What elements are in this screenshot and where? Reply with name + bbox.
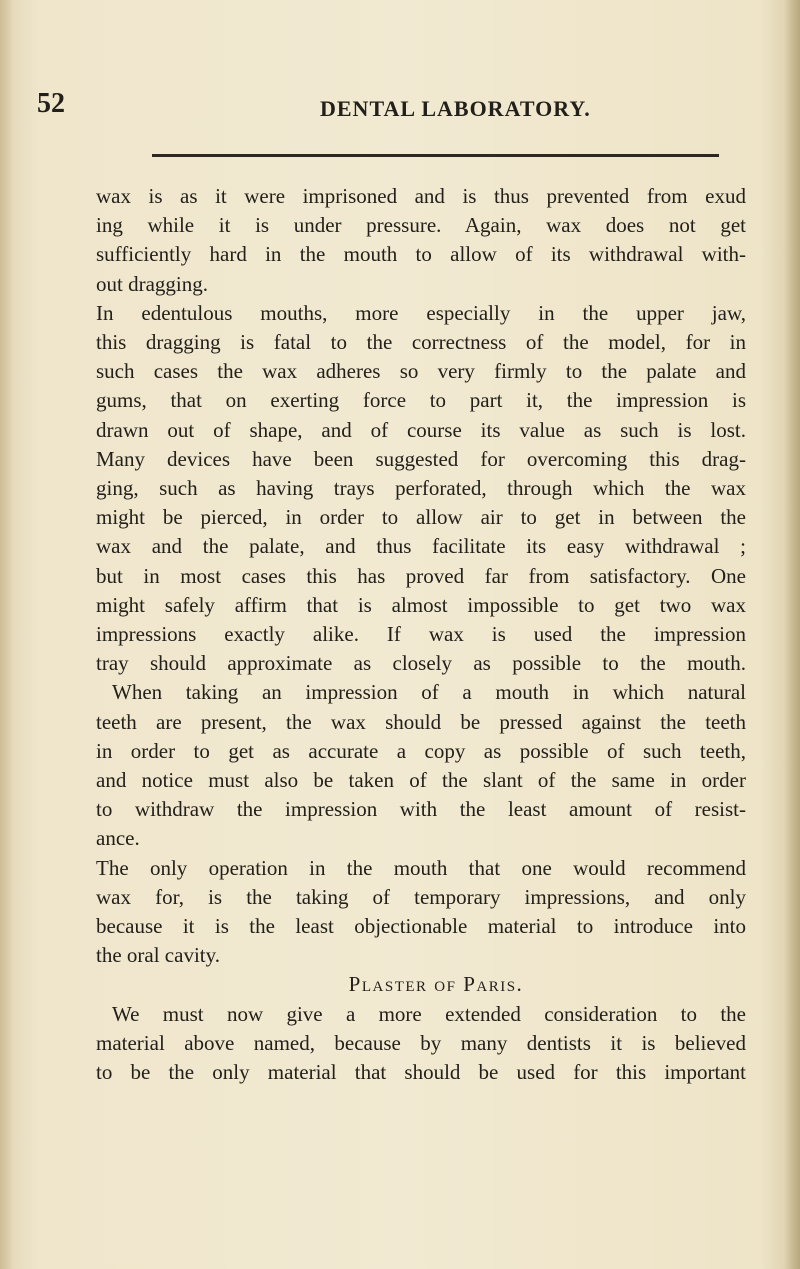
text-line: ging, such as having trays perforated, through which the wax xyxy=(96,476,746,501)
text-line: drawn out of shape, and of course its value as such is lost. xyxy=(96,417,746,442)
text-line: gums, that on exerting force to part it, the impression is xyxy=(96,388,746,413)
text-line: and notice must also be taken of the slant of the same in order xyxy=(96,768,746,793)
text-line: ance. xyxy=(96,826,140,851)
page-left-shadow xyxy=(0,0,14,1269)
page-right-shadow xyxy=(784,0,800,1269)
text-line: wax and the palate, and thus facilitate its easy withdrawal ; xyxy=(96,534,746,559)
text-line: ing while it is under pressure. Again, wax does not get xyxy=(96,213,746,238)
text-line: wax is as it were imprisoned and is thus prevented from exud xyxy=(96,184,746,208)
running-head: DENTAL LABORATORY. xyxy=(320,96,591,121)
text-line: to be the only material that should be used for this important xyxy=(96,1060,746,1085)
text-line: Many devices have been suggested for overcoming this drag- xyxy=(96,446,746,471)
text-line: wax for, is the taking of temporary impressions, and only xyxy=(96,884,746,909)
text-line: tray should approximate as closely as possible to the mouth. xyxy=(96,651,746,676)
text-line: in order to get as accurate a copy as possible of such teeth, xyxy=(96,738,746,763)
text-line: sufficiently hard in the mouth to allow of its withdrawal with- xyxy=(96,242,746,267)
text-line: material above named, because by many dentists it is believed xyxy=(96,1030,746,1055)
section-heading: Plaster of Paris. xyxy=(348,972,524,997)
text-line: this dragging is fatal to the correctness of the model, for in xyxy=(96,330,746,355)
text-line: because it is the least objectionable material to introduce into xyxy=(96,914,746,939)
text-line: When taking an impression of a mouth in which natural xyxy=(112,680,746,705)
text-line: teeth are present, the wax should be pressed against the teeth xyxy=(96,709,746,734)
text-line: impressions exactly alike. If wax is used the impression xyxy=(96,622,746,647)
text-line: but in most cases this has proved far from satisfactory. One xyxy=(96,563,746,588)
text-line: In edentulous mouths, more especially in the upper jaw, xyxy=(96,300,746,325)
body-text xyxy=(96,182,746,1087)
page-number: 52 xyxy=(37,88,65,119)
text-line: out dragging. xyxy=(96,271,208,296)
text-line: might safely affirm that is almost impossible to get two wax xyxy=(96,592,746,617)
text-line: The only operation in the mouth that one would recommend xyxy=(96,855,746,880)
text-line: such cases the wax adheres so very firmly to the palate and xyxy=(96,359,746,384)
text-line: to withdraw the impression with the least amount of resist- xyxy=(96,797,746,822)
text-line: might be pierced, in order to allow air to get in between the xyxy=(96,505,746,530)
text-line: the oral cavity. xyxy=(96,943,221,968)
text-line: We must now give a more extended consideration to the xyxy=(112,1001,746,1026)
header-rule xyxy=(152,154,719,157)
